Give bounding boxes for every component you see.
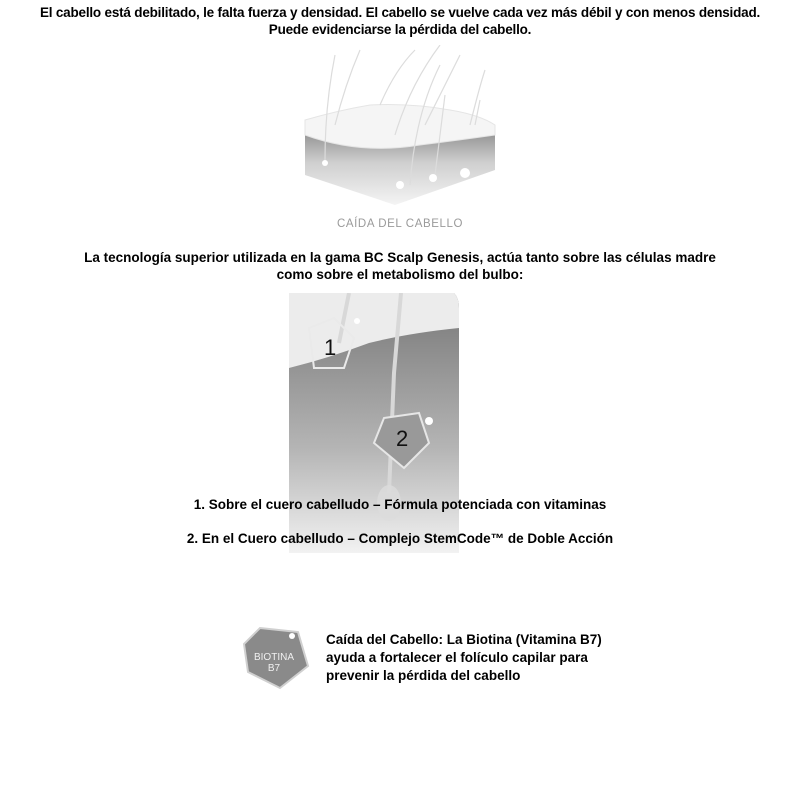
scalp-illustration-caption: CAÍDA DEL CABELLO <box>336 218 464 230</box>
biotina-description: Caída del Cabello: La Biotina (Vitamina B7) ayuda a fortalecer el folículo capilar para prevenir la pérdida del cabello <box>326 632 602 683</box>
badge-line-1: BIOTINA <box>253 652 295 663</box>
action-item-2: 2. En el Cuero cabelludo – Complejo StemCode™ de Doble Acción <box>186 531 614 546</box>
follicle-marker-2: 2 <box>396 426 409 451</box>
badge-line-2: B7 <box>267 663 281 674</box>
follicle-marker-1: 1 <box>324 335 337 360</box>
action-item-1: 1. Sobre el cuero cabelludo – Fórmula potenciada con vitaminas <box>193 497 607 512</box>
scalp-hair-loss-illustration <box>300 45 500 235</box>
intro-paragraph <box>0 4 800 38</box>
hair-follicle-illustration <box>289 293 459 553</box>
technology-paragraph <box>0 249 800 283</box>
technology-line-2: como sobre el metabolismo del bulbo: <box>276 267 524 282</box>
intro-line-1: El cabello está debilitado, le falta fuerza y densidad. El cabello se vuelve cada vez más débil y con menos densidad. <box>39 5 761 20</box>
biotina-b7-badge-icon <box>240 622 312 694</box>
intro-line-2: Puede evidenciarse la pérdida del cabello. <box>268 22 532 37</box>
technology-line-1: La tecnología superior utilizada en la gama BC Scalp Genesis, actúa tanto sobre las células madre <box>84 250 716 265</box>
